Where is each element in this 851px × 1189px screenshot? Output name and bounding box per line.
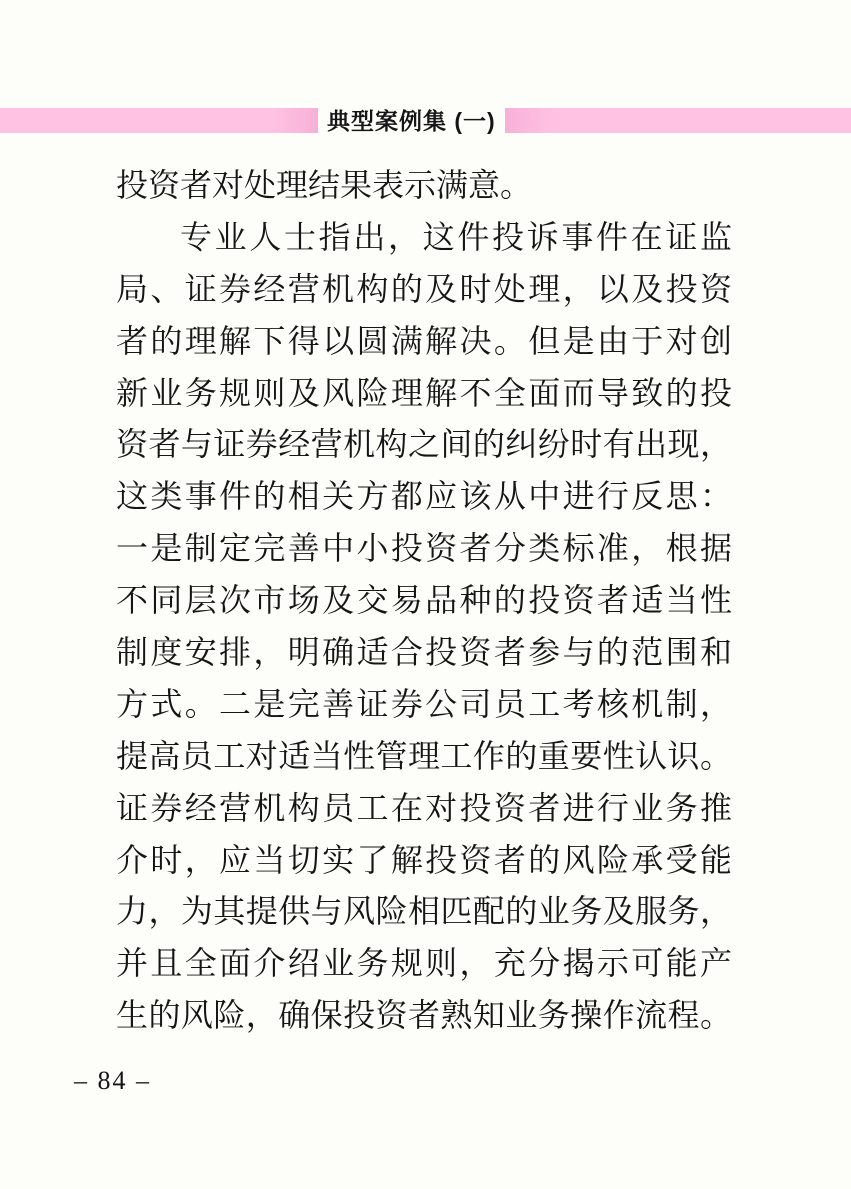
body-text-block	[116, 160, 732, 1042]
body-line: 生的风险，确保投资者熟知业务操作流程。	[116, 997, 732, 1034]
body-line: 不同层次市场及交易品种的投资者适当性	[116, 582, 732, 619]
body-line: 提高员工对适当性管理工作的重要性认识。	[116, 737, 732, 774]
page-title: 典型案例集 (一)	[327, 107, 496, 134]
band-right-segment	[505, 108, 851, 133]
body-line: 力，为其提供与风险相匹配的业务及服务，	[116, 893, 732, 930]
body-line: 并且全面介绍业务规则，充分揭示可能产	[116, 945, 732, 982]
body-line: 者的理解下得以圆满解决。但是由于对创	[116, 322, 732, 359]
body-line: 证券经营机构员工在对投资者进行业务推	[116, 789, 732, 826]
body-line: 制度安排，明确适合投资者参与的范围和	[116, 634, 732, 671]
body-line: 局、证券经营机构的及时处理，以及投资	[116, 270, 732, 307]
body-line: 这类事件的相关方都应该从中进行反思：	[116, 478, 732, 515]
page-number: – 84 –	[74, 1066, 151, 1095]
band-left-segment	[0, 108, 318, 133]
body-line: 资者与证券经营机构之间的纠纷时有出现，	[116, 426, 732, 463]
body-line: 介时，应当切实了解投资者的风险承受能	[116, 841, 732, 878]
body-line: 新业务规则及风险理解不全面而导致的投	[116, 374, 732, 411]
body-line: 方式。二是完善证券公司员工考核机制，	[116, 685, 732, 722]
body-line: 一是制定完善中小投资者分类标准，根据	[116, 530, 732, 567]
running-head-band	[0, 108, 851, 133]
body-line: 专业人士指出，这件投诉事件在证监	[180, 218, 732, 255]
body-line: 投资者对处理结果表示满意。	[116, 167, 533, 203]
